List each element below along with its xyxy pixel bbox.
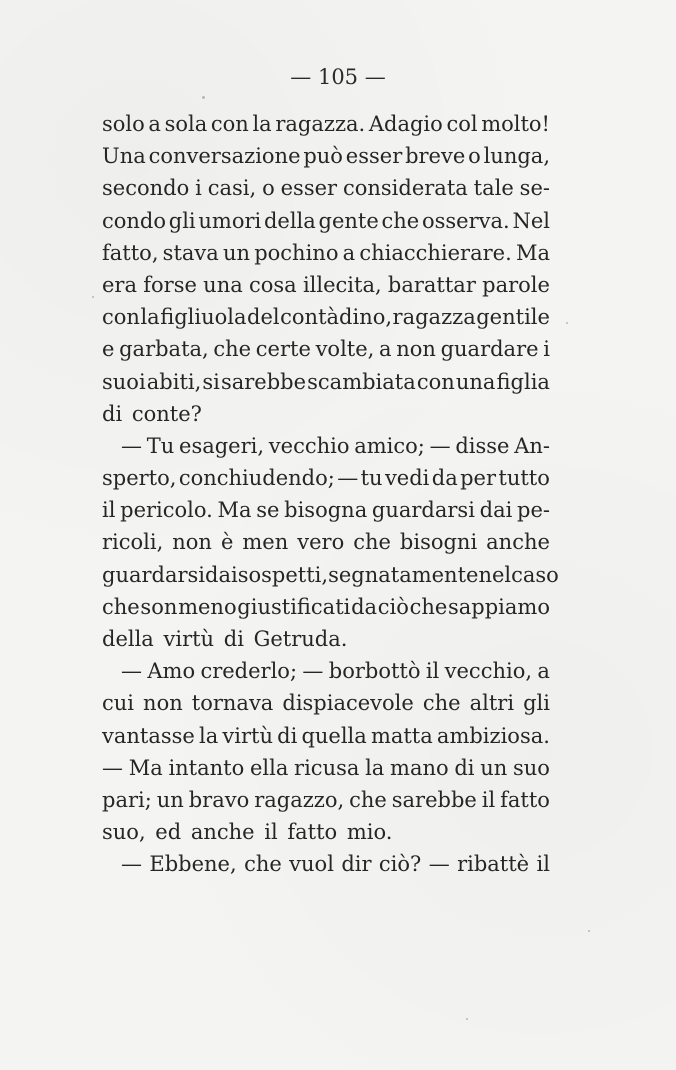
text-line-12 [102,462,550,494]
word: se- [519,176,550,201]
word: conchiudendo; [178,466,335,491]
word: una [203,272,243,297]
word: Adagio [368,112,443,136]
word: Nel [512,208,550,233]
word: il [425,659,440,684]
text-line-3 [102,172,550,204]
word: i [543,337,550,362]
word: Amo [147,659,196,684]
word: la [365,755,385,780]
word: condo [102,208,167,233]
word: il [102,498,116,523]
word: non [172,530,212,555]
word: parole [482,272,550,297]
word: illecita, [302,272,382,297]
body-text [102,108,559,881]
word: che [353,530,391,555]
word: — [121,852,142,877]
word: esageri, [179,433,265,458]
word: tutto [498,466,550,491]
word: con [416,369,455,394]
word: sola [164,112,208,136]
word: vedi [384,466,430,491]
word: forse [143,272,197,297]
word: figlia [496,369,550,394]
word: esser [280,176,338,201]
word: e [102,337,115,362]
word: sappiamo [447,594,550,619]
word: stava [162,240,219,265]
word: matta [370,723,433,748]
word: tale [473,176,514,201]
word: borbottò [328,659,421,684]
word: suo [513,755,550,780]
word: gentile [476,305,550,330]
word: altri [469,691,515,716]
text-line-13 [102,494,550,526]
word: con [210,112,249,136]
word: volte, [315,337,375,362]
text-line-21 [102,752,550,784]
word: o [468,144,481,169]
word: o [262,176,275,201]
word: può [303,144,343,169]
paper-speck [466,1018,468,1020]
word: i [195,176,202,201]
word: che [244,852,282,877]
word: virtù [222,723,273,748]
word: vuol [289,852,334,877]
word: ragazzo, [254,787,345,812]
word: ella [249,755,289,780]
word: guardarsi [371,498,475,523]
word: barattar [387,272,476,297]
word: anche [486,530,550,555]
word: con [102,305,140,330]
word: guardarsi [102,562,206,587]
word: ragazza. [275,112,366,136]
text-line-6 [102,269,550,301]
word: di [277,723,298,748]
word: conversazione [148,144,301,169]
word: era [102,272,137,297]
word: ricusa [294,755,360,780]
word: bravo [188,787,250,812]
text-line-5 [102,237,550,269]
word: solo [102,112,145,136]
word: pe- [517,498,550,523]
word: un [480,755,508,780]
word: disse [455,433,510,458]
word: Ma [128,755,163,780]
word: ricoli, [102,530,164,555]
word: caso [511,562,559,587]
text-line-10: di conte? [102,401,202,426]
text-line-9 [102,366,550,398]
word: del [247,305,280,330]
text-line-14 [102,526,550,558]
word: — [428,852,450,877]
word: una [455,369,496,394]
word: fatto [500,787,550,812]
word: Ebbene, [149,852,237,877]
word: bisogni [399,530,478,555]
word: per [460,466,497,491]
word: da [431,466,458,491]
word: pochino [254,240,339,265]
word: la [140,305,160,330]
word: che [422,691,461,716]
word: — [121,433,142,458]
word: tu [360,466,383,491]
page-number-header: — 105 — [290,65,386,89]
text-line-2 [102,140,550,172]
word: considerata [342,176,468,201]
word: non [396,337,436,362]
word: suoi [102,369,146,394]
word: a [148,112,161,136]
text-line-18 [102,655,550,687]
word: esser [345,144,403,169]
text-line-7 [102,301,550,333]
word: col [446,112,478,136]
word: gli [523,691,550,716]
text-line-24 [102,848,550,880]
word: abiti, [146,369,202,394]
word: vecchio [268,433,350,458]
text-line-23: suo, ed anche il fatto mio. [102,820,393,845]
paper-speck [588,930,590,932]
text-line-4 [102,205,550,237]
word: molto! [481,112,550,136]
word: la [199,723,219,748]
word: si [202,369,220,394]
word: gli [168,208,196,233]
word: guardare [440,337,539,362]
word: dispiacevole [282,691,414,716]
word: secondo [102,176,190,201]
word: men [242,530,289,555]
word: che [213,337,252,362]
word: nel [478,562,512,587]
word: che [349,787,387,812]
word: Tu [146,433,175,458]
word: ribattè [457,852,530,877]
word: umori [198,208,262,233]
word: sarebbe [391,787,477,812]
word: quella [301,723,367,748]
word: — [102,755,123,780]
word: meno [178,594,237,619]
word: sperto, [102,466,177,491]
word: ciò [377,594,409,619]
paper-speck [202,96,205,99]
word: contàdino, [280,305,393,330]
word: breve [405,144,466,169]
word: pericolo. [120,498,213,523]
word: garbata, [119,337,209,362]
word: ambiziosa. [436,723,550,748]
word: da [351,594,378,619]
text-line-17: della virtù di Getruda. [102,627,348,651]
word: — [121,659,142,684]
text-line-8 [102,333,550,365]
word: gente [318,208,379,233]
word: pari; [102,787,152,812]
word: a [379,337,392,362]
word: osserva. [421,208,510,233]
word: che [381,208,420,233]
word: certe [255,337,311,362]
word: An- [514,433,550,458]
text-line-16 [102,591,550,623]
word: cosa [249,272,297,297]
word: dir [341,852,372,877]
word: figliuola [160,305,247,330]
word: il [481,787,496,812]
word: non [143,691,183,716]
word: a [537,659,550,684]
word: fatto, [102,240,159,265]
word: è [220,530,234,555]
word: chiacchierare. [359,240,512,265]
word: dai [205,562,238,587]
text-line-11 [102,430,550,462]
word: Ma [217,498,252,523]
word: un [156,787,184,812]
word: Ma [515,240,550,265]
word: intanto [168,755,245,780]
word: che [102,594,140,619]
text-line-1 [102,108,550,140]
paper-speck [566,322,568,324]
word: se [256,498,280,523]
text-line-19 [102,687,550,719]
word: vecchio, [444,659,533,684]
word: tornava [191,691,274,716]
word: a [342,240,356,265]
word: dai [479,498,513,523]
word: scambiata [307,369,416,394]
word: lunga, [483,144,550,169]
word: sarebbe [220,369,307,394]
word: sospetti, [237,562,329,587]
word: Una [102,144,146,169]
word: la [252,112,272,136]
text-line-15 [102,559,559,591]
text-line-22 [102,784,550,816]
word: casi, [207,176,257,201]
paper-speck [92,296,94,298]
word: bisogna [284,498,368,523]
word: mano [390,755,449,780]
word: di [454,755,475,780]
word: — [337,466,359,491]
word: son [140,594,178,619]
word: — [302,659,324,684]
word: vero [297,530,345,555]
word: ciò? [378,852,422,877]
word: crederlo; [200,659,298,684]
word: amico; [354,433,425,458]
text-line-20 [102,720,550,752]
word: vantasse [102,723,195,748]
word: — [429,433,451,458]
word: cui [102,691,135,716]
word: il [536,852,550,877]
word: giustificati [237,594,351,619]
word: ragazza [392,305,476,330]
word: della [263,208,316,233]
word: che [409,594,448,619]
word: un [222,240,251,265]
word: segnatamente [328,562,479,587]
